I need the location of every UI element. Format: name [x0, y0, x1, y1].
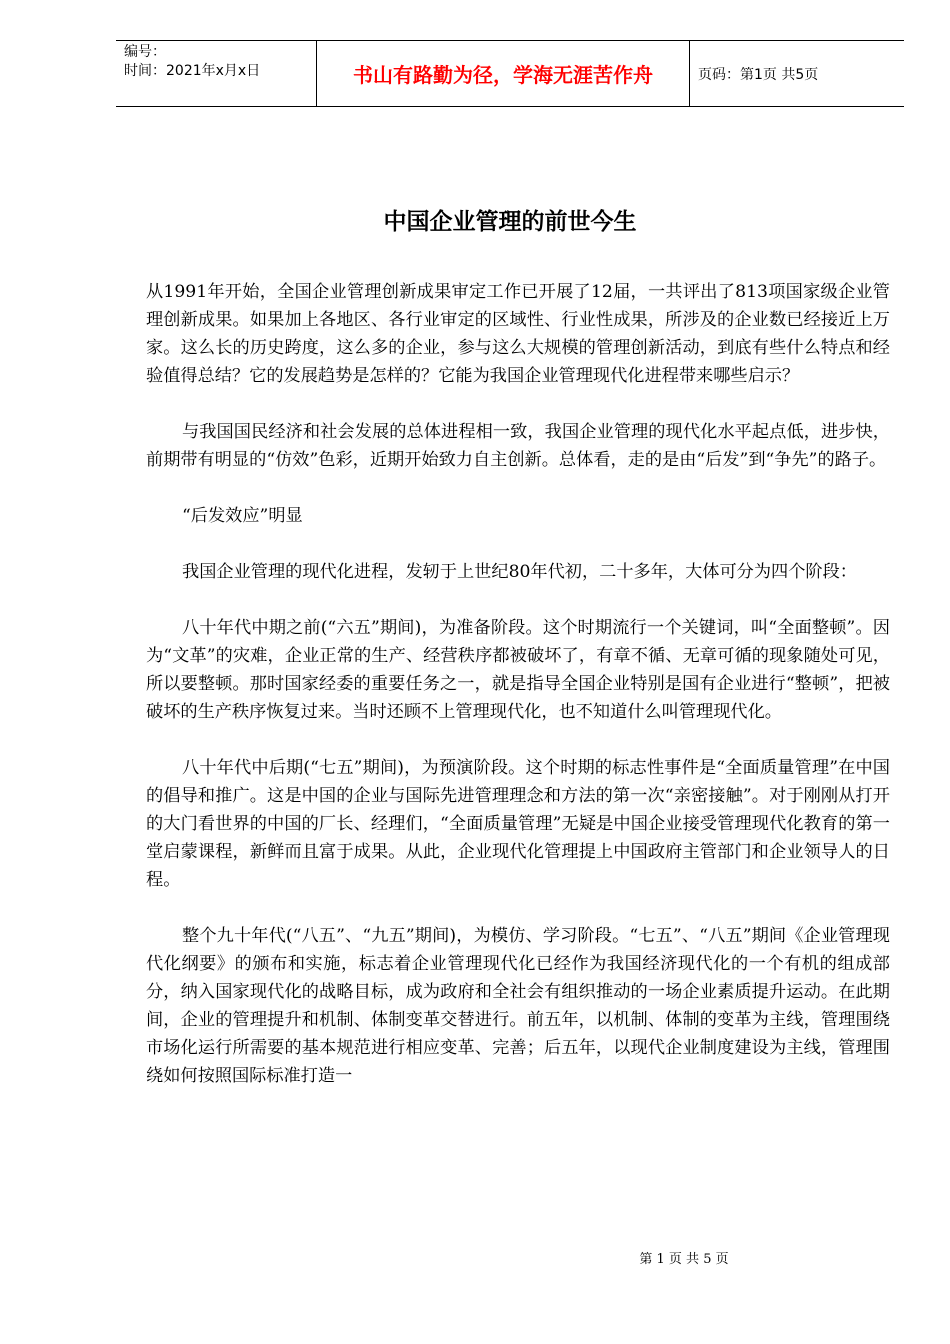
header-info-cell — [116, 41, 316, 106]
paragraph: 与我国国民经济和社会发展的总体进程相一致，我国企业管理的现代化水平起点低，进步快，前期带有明显的“仿效”色彩，近期开始致力自主创新。总体看，走的是由“后发”到“争先”的路子。 — [146, 422, 890, 470]
page-header — [116, 40, 904, 107]
paragraph: 我国企业管理的现代化进程，发轫于上世纪80年代初，二十多年，大体可分为四个阶段： — [182, 562, 857, 582]
header-motto: 书山有路勤为径，学海无涯苦作舟 — [316, 41, 690, 106]
document-body — [146, 278, 890, 1118]
document-number-label: 编号： — [124, 44, 166, 60]
paragraph: 八十年代中期之前(“六五”期间)，为准备阶段。这个时期流行一个关键词，叫“全面整顿”。因为“文革”的灾难，企业正常的生产、经营秩序都被破坏了，有章不循、无章可循的现象随处可见，所以要整顿。那时国家经委的重要任务之一，就是指导全国企业特别是国有企业进行“整顿”，把被破坏的生产秩序恢复过来。当时还顾不上管理现代化，也不知道什么叫管理现代化。 — [146, 618, 890, 722]
page-footer: 第 1 页 共 5 页 — [639, 1252, 729, 1267]
paragraph: 整个九十年代(“八五”、“九五”期间)，为模仿、学习阶段。“七五”、“八五”期间《企业管理现代化纲要》的颁布和实施，标志着企业管理现代化已经作为我国经济现代化的一个有机的组成部分，纳入国家现代化的战略目标，成为政府和全社会有组织推动的一场企业素质提升运动。在此期间，企业的管理提升和机制、体制变革交替进行。前五年，以机制、体制的变革为主线，管理围绕市场化运行所需要的基本规范进行相应变革、完善；后五年，以现代企业制度建设为主线，管理围绕如何按照国际标准打造一 — [146, 926, 890, 1086]
header-page-number: 页码：第1页 共5页 — [698, 66, 819, 83]
document-time-label: 时间：2021年x月x日 — [124, 63, 261, 79]
paragraph: 从1991年开始，全国企业管理创新成果审定工作已开展了12届，一共评出了813项国家级企业管理创新成果。如果加上各地区、各行业审定的区域性、行业性成果，所涉及的企业数已经接近上万家。这么长的历史跨度，这么多的企业，参与这么大规模的管理创新活动，到底有些什么特点和经验值得总结？它的发展趋势是怎样的？它能为我国企业管理现代化进程带来哪些启示？ — [146, 282, 890, 386]
paragraph: 八十年代中后期(“七五”期间)，为预演阶段。这个时期的标志性事件是“全面质量管理”在中国的倡导和推广。这是中国的企业与国际先进管理理念和方法的第一次“亲密接触”。对于刚刚从打开的大门看世界的中国的厂长、经理们，“全面质量管理”无疑是中国企业接受管理现代化教育的第一堂启蒙课程，新鲜而且富于成果。从此，企业现代化管理提上中国政府主管部门和企业领导人的日程。 — [146, 758, 890, 890]
section-heading: “后发效应”明显 — [182, 506, 303, 526]
document-title: 中国企业管理的前世今生 — [383, 209, 637, 235]
